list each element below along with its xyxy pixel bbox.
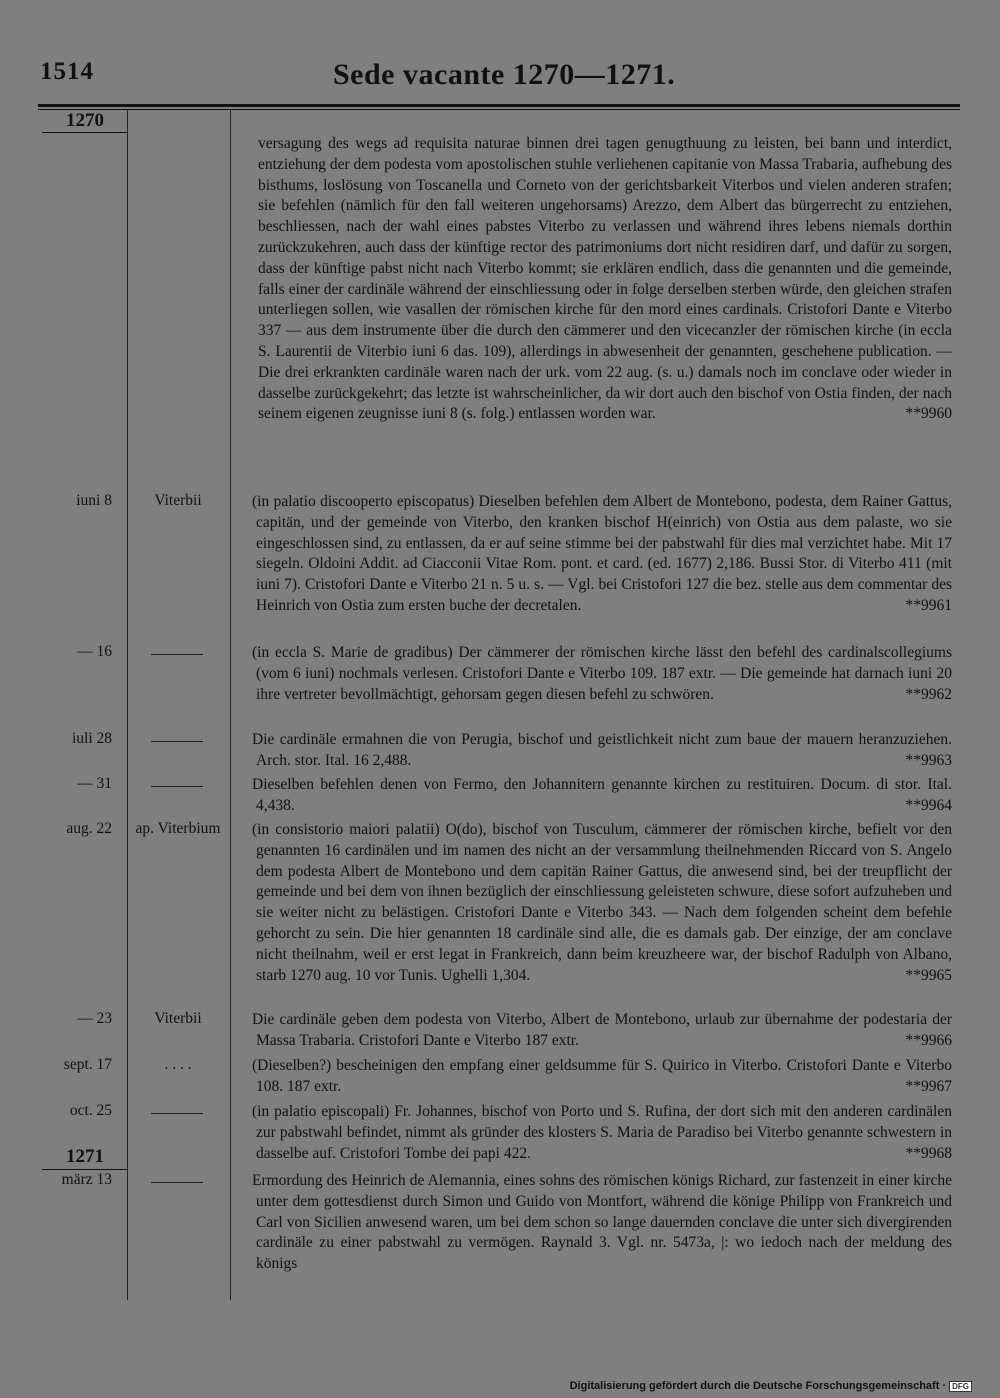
entry-date: aug. 22 (66, 820, 112, 837)
entry-text: (in eccla S. Marie de gradibus) Der cämmerer der römischen kirche lässt den befehl des cardinalscollegiums (vom 6 iuni) nochmals verlesen. Cristofori Dante e Viterbo 109. 187 extr. — Die gemeinde hat darnach iuni 20 ihre vertreter bevollmächtigt, gehorsam gegen diesen befehl zu schwören. **9962 (234, 643, 952, 705)
entry-place: Viterbii (154, 492, 202, 509)
digitization-credit (570, 1380, 972, 1392)
place-ditto-dash (151, 741, 203, 742)
entry-date: märz 13 (61, 1171, 112, 1188)
entry-date: iuli 28 (71, 730, 112, 747)
entry-number: **9968 (905, 1144, 952, 1162)
entry-text: (in palatio discooperto episcopatus) Dieselben befehlen dem Albert de Montebono, podesta, dem Rainer Gattus, capitän, und der gemeinde von Viterbo, den kranken bischof H(einrich) von Ostia aus dem palaste, wo sie eingeschlossen sind, zu entlassen, da er auf seine stimme bei der pabstwahl für dies mal verzichtet habe. Mit 17 siegeln. Oldoini Addit. ad Ciacconii Vitae Rom. pont. et card. (ed. 1677) 2,186. Bussi Stor. di Viterbo 411 (mit iuni 7). Cristofori Dante e Viterbo 21 n. 5 u. s. — Vgl. bei Cristofori 127 die bez. stelle aus dem commentar des Heinrich von Ostia zum ersten buche der decretalen. **9961 (234, 492, 952, 617)
entry-place: . . . . (164, 1056, 192, 1073)
place-ditto-dash (151, 1182, 203, 1183)
entry-number: **9966 (905, 1031, 952, 1049)
entry-text: (in consistorio maiori palatii) O(do), bischof von Tusculum, cämmerer der römischen kirche, befielt vor den genannten 16 cardinälen und im namen des nicht an der versammlung theilnehmenden Riccard von S. Angelo dem podesta Albert de Montebono und dem capitän Rainer Gattus, die anwesend sind, bei der treupflicht der gemeinde und bei dem von ihnen bezüglich der einschliessung geleisteten schwure, diese sofort aufzuheben und sie weiter nicht zu belästigen. Cristofori Dante e Viterbo 343. — Nach dem folgenden scheint dem befehle gehorcht zu sein. Die hier genannten 18 cardinäle sind alle, die es damals gab. Der einzige, der am conclave nicht theilnahm, weil er erst legat in Frankreich, dann beim kreuzheere war, der bischof Radulph von Albano, starb 1270 aug. 10 vor Tunis. Ughelli 1,304. **9965 (234, 820, 952, 986)
entry-number: **9967 (905, 1077, 952, 1095)
date-column-rule (127, 110, 128, 1300)
entry-place: ap. Viterbium (135, 820, 221, 837)
header-rule (38, 104, 960, 107)
entry-text: Ermordung des Heinrich de Alemannia, eines sohns des römischen königs Richard, zur fastenzeit in einer kirche unter dem gottesdienst durch Simon und Guido von Montfort, während die könige Philipp von Frankreich und Carl von Sicilien anwesend waren, um bei dem schon so lange dauernden conclave die unter sich divergirenden cardinäle zu einer pabstwahl zu vermögen. Raynald 3. Vgl. nr. 5473a, |: wo iedoch nach der meldung des königs (252, 1172, 952, 1273)
entry-date: — 23 (77, 1010, 112, 1027)
entry-place: Viterbii (154, 1010, 202, 1027)
entry-date: — 31 (77, 775, 112, 792)
year-label-1270: 1270 (66, 110, 104, 131)
entry-number: **9963 (905, 751, 952, 769)
entry-date: sept. 17 (63, 1056, 112, 1073)
year-underline (42, 132, 128, 133)
dfg-logo: DFG (949, 1381, 972, 1392)
entry-text: (Dieselben?) bescheinigen den empfang einer geldsumme für S. Quirico in Viterbo. Cristofori Dante e Viterbo 108. 187 extr. **9967 (234, 1056, 952, 1098)
place-column-rule (230, 110, 231, 1300)
footer-text: Digitalisierung gefördert durch die Deutsche Forschungsgemeinschaft · (569, 1380, 947, 1392)
place-ditto-dash (151, 1113, 203, 1114)
entry-number: **9960 (905, 405, 952, 423)
page-number: 1514 (40, 58, 94, 85)
entry-number: **9961 (905, 596, 952, 614)
entry-number: **9965 (905, 966, 952, 984)
entry-text: Die cardinäle ermahnen die von Perugia, bischof und geistlichkeit nicht zum baue der mauern heranzuziehen. Arch. stor. Ital. 16 2,488. **9963 (234, 730, 952, 772)
year-underline (42, 1169, 128, 1170)
entry-text: Dieselben befehlen denen von Fermo, den Johannitern genannte kirchen zu restituiren. Docum. di stor. Ital. 4,438. **9964 (234, 775, 952, 817)
entry-number: **9962 (905, 685, 952, 703)
place-ditto-dash (151, 786, 203, 787)
entry-text: (in palatio episcopali) Fr. Johannes, bischof von Porto und S. Rufina, der dort sich mit den anderen cardinälen zur pabstwahl befindet, nimmt als gründer des klosters S. Maria de Paradiso bei Viterbo genannte schwestern in dasselbe auf. Cristofori Tombe dei papi 422. **9968 (234, 1102, 952, 1164)
header-rule-thin (38, 109, 960, 110)
entry-number: **9964 (905, 796, 952, 814)
place-ditto-dash (151, 654, 203, 655)
entry-text: Die cardinäle geben dem podesta von Viterbo, Albert de Montebono, urlaub zur übernahme der podestaria der Massa Trabaria. Cristofori Dante e Viterbo 187 extr. **9966 (234, 1010, 952, 1052)
entry-date: iuni 8 (76, 492, 112, 509)
page-title: Sede vacante 1270—1271. (333, 58, 676, 91)
entry-date: oct. 25 (69, 1102, 112, 1119)
year-label-1271: 1271 (66, 1146, 104, 1167)
page-header (40, 58, 960, 98)
entry-date: — 16 (77, 643, 112, 660)
entry-text: versagung des wegs ad requisita naturae binnen drei tagen genugthuung zu leisten, bei bann und interdict, entziehung der dem podesta vom apostolischen stuhle verliehenen capitanie von Massa Trabaria, aufhebung des bisthums, loslösung von Toscanella und Corneto von der gerichtsbarkeit Viterbos und vielen anderen strafen; sie befehlen (nämlich für den fall weiteren ungehorsams) Arezzo, dem Albert das bürgerrecht zu entziehen, beschliessen, nach der wahl eines pabstes Viterbo zu verlassen und während ihres lebens niemals dorthin zurückzukehren, auch dass der künftige rector des patrimoniums dort nicht residiren darf, und dafür zu sorgen, dass der künftige pabst nicht nach Viterbo kommt; sie erklären endlich, dass die genannten und die gemeinde, falls einer der cardinäle während der einschliessung oder in folge derselben sterben würde, den gleichen strafen unterliegen sollen, wie vasallen der römischen kirche für den mord eines cardinals. Cristofori Dante e Viterbo 337 — aus dem instrumente über die durch den cämmerer und den vicecanzler der römischen kirche (in eccla S. Laurentii de Viterbio iuni 6 das. 109), allerdings in abwesenheit der genannten, geschehene publication. — Die drei erkrankten cardinäle waren nach der urk. vom 22 aug. (s. u.) damals noch im conclave oder wieder in dasselbe zurückgekehrt; das letzte ist wahrscheinlicher, da wir dort auch den bischof von Ostia finden, der nach seinem eigenen zeugnisse iuni 8 (s. folg.) entlassen worden war. **9960 (234, 134, 952, 425)
